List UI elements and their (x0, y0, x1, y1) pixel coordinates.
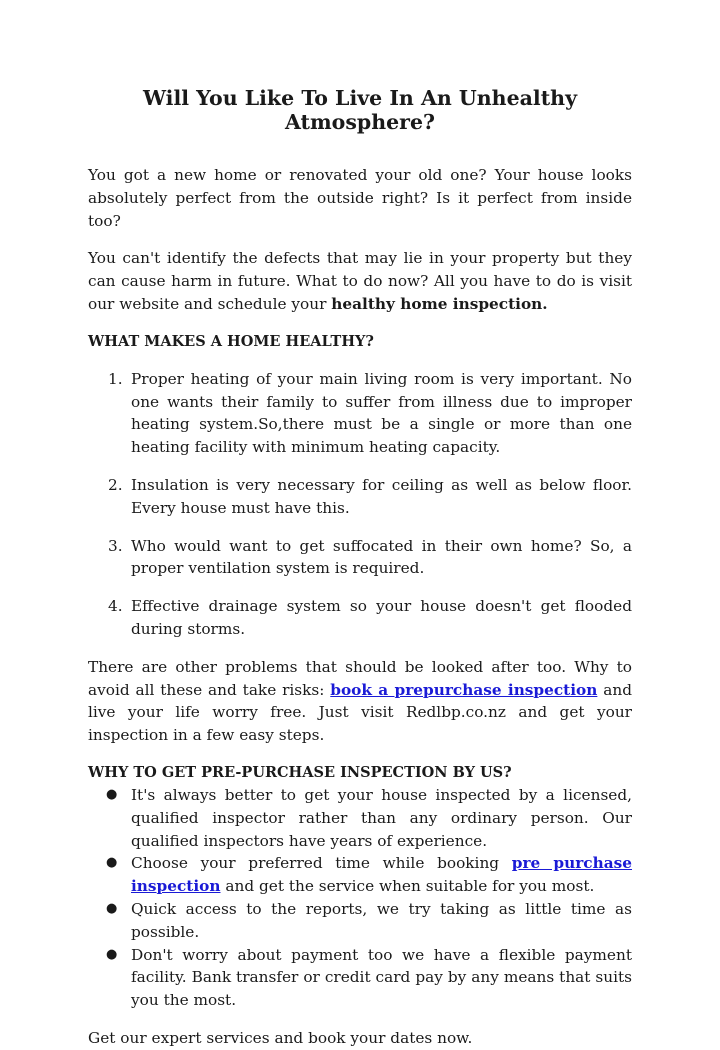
section-heading-why-us: WHY TO GET PRE-PURCHASE INSPECTION BY US? (88, 763, 512, 781)
why-us-list (88, 784, 632, 1012)
list-item-text: Who would want to get suffocated in their own home? So, a proper ventilation system is required. (131, 536, 632, 578)
defects-text: You can't identify the defects that may lie in your property but they can cause harm in future. What to do now? All you have to do is visit our website and schedule your (88, 249, 632, 313)
bullet-icon: ● (106, 946, 118, 962)
list-item (88, 944, 632, 1012)
page-title: Will You Like To Live In An Unhealthy Atmosphere? (143, 86, 577, 134)
list-item (88, 595, 632, 641)
list-item-text: It's always better to get your house inspected by a licensed, qualified inspector rather than any ordinary person. Our qualified inspectors have years of experience. (131, 785, 632, 850)
healthy-home-inspection-text: healthy home inspection. (331, 294, 548, 313)
list-item-text: Proper heating of your main living room is very important. No one wants their family to suffer from illness due to improper heating system.So,there must be a single or more than one heating facility with minimum heating capacity. (131, 369, 632, 457)
list-item (88, 474, 632, 520)
pre-purchase-inspection-link[interactable]: pre purchase inspection (131, 854, 632, 896)
list-item (88, 898, 632, 944)
other-problems-text-end: and live your life worry free. Just visit Redlbp.co.nz and get your inspection in a few easy steps. (88, 680, 632, 745)
intro-paragraph: You got a new home or renovated your old one? Your house looks absolutely perfect from the outside right? Is it perfect from inside too? (88, 166, 632, 230)
bullet-icon: ● (106, 900, 118, 916)
book-prepurchase-inspection-link[interactable]: book a prepurchase inspection (330, 680, 598, 699)
list-number: 1. (108, 369, 123, 388)
list-item-text: Quick access to the reports, we try taking as little time as possible. (131, 899, 632, 941)
list-item-text: Insulation is very necessary for ceiling as well as below floor. Every house must have this. (131, 475, 632, 517)
list-item-text: Choose your preferred time while booking (131, 854, 512, 873)
bullet-icon: ● (106, 786, 118, 802)
section-heading-healthy-home: WHAT MAKES A HOME HEALTHY? (88, 332, 374, 350)
other-problems-text: There are other problems that should be looked after too. Why to avoid all these and take risks: (88, 657, 632, 699)
healthy-home-list (88, 368, 632, 641)
other-problems-paragraph (88, 656, 632, 747)
list-number: 4. (108, 597, 123, 616)
list-number: 3. (108, 536, 123, 555)
list-item-text-end: and get the service when suitable for you most. (220, 877, 595, 896)
list-number: 2. (108, 475, 123, 494)
bullet-icon: ● (106, 855, 118, 871)
list-item-text: Don't worry about payment too we have a flexible payment facility. Bank transfer or credit card pay by any means that suits you the most. (131, 945, 632, 1010)
list-item (88, 535, 632, 581)
list-item (88, 852, 632, 898)
closing-paragraph: Get our expert services and book your dates now. (88, 1028, 473, 1047)
defects-paragraph (88, 247, 632, 315)
list-item (88, 368, 632, 459)
list-item (88, 784, 632, 852)
list-item-text: Effective drainage system so your house doesn't get flooded during storms. (131, 597, 632, 638)
